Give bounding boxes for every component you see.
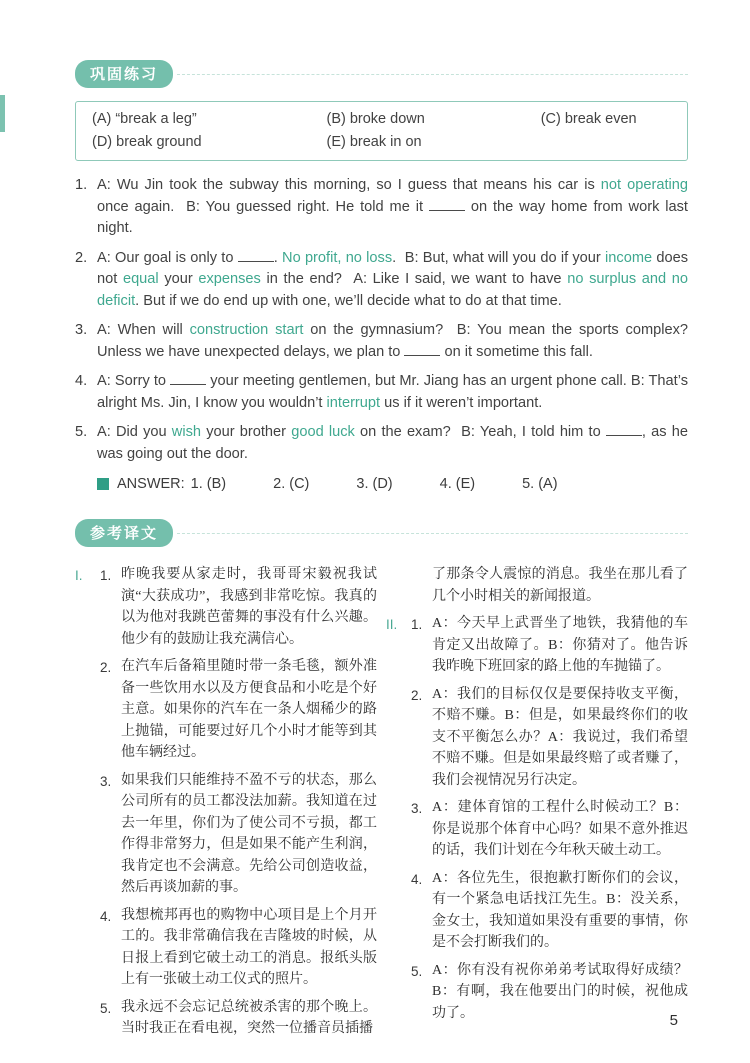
option-label: (E)	[326, 134, 346, 150]
question-item	[75, 175, 688, 240]
answer-item: 3. (D)	[356, 476, 393, 492]
translation-item	[100, 997, 377, 1040]
fill-in-blank	[429, 208, 465, 211]
translation-item	[100, 770, 377, 899]
translation-item	[411, 797, 688, 862]
translation-continuation: 了那条令人震惊的消息。我坐在那儿看了几个小时相关的新闻报道。	[432, 567, 688, 604]
option-b	[326, 109, 540, 129]
question-item	[75, 422, 688, 465]
question-number: 3.	[75, 322, 88, 338]
question-text: A: Sorry to your meeting gentlemen, but Mr. Jiang has an urgent phone call. B: That’s alright Ms. Jin, I know you wouldn’t interrupt us if it weren’t important.	[97, 373, 688, 411]
translation-group-1	[75, 564, 377, 1040]
fill-in-blank	[238, 259, 274, 262]
translation-item	[100, 905, 377, 991]
section-title-badge: 参考译文	[75, 519, 173, 547]
question-item	[75, 371, 688, 414]
question-number: 5.	[75, 424, 88, 440]
translation-item	[411, 960, 688, 1025]
answer-item: 5. (A)	[522, 476, 558, 492]
item-number: 5.	[411, 963, 423, 979]
option-label: (D)	[92, 134, 113, 150]
translation-column-left	[75, 564, 377, 1046]
section-title-badge: 巩固练习	[75, 60, 173, 88]
question-list	[75, 175, 688, 465]
translation-text: A：你有没有祝你弟弟考试取得好成绩？B：有啊，我在他要出门的时候，祝他成功了。	[432, 962, 688, 1021]
item-number: 5.	[100, 1000, 112, 1016]
page-edge-tab	[0, 95, 5, 132]
option-a	[92, 109, 326, 129]
option-c	[541, 109, 671, 129]
translation-text: 在汽车后备箱里随时带一条毛毯，额外准备一些饮用水以及方便食品和小吃是个好主意。如果你的汽车在一条人烟稀少的路上抛锚，可能要过好几个小时才能等到其他车辆经过。	[121, 659, 377, 760]
option-label: (A)	[92, 111, 112, 127]
translation-item	[411, 613, 688, 678]
question-number: 2.	[75, 249, 88, 266]
question-number: 1.	[75, 177, 88, 193]
answer-item: 2. (C)	[273, 476, 310, 492]
page-number: 5	[669, 1012, 678, 1029]
question-number: 4.	[75, 373, 88, 389]
page-content	[75, 60, 688, 1046]
translation-column-right	[386, 564, 688, 1046]
translation-group-2	[386, 613, 688, 1024]
roman-numeral: II.	[386, 617, 398, 632]
item-number: 3.	[411, 801, 423, 816]
answer-row	[75, 476, 688, 492]
answer-item: 4. (E)	[439, 476, 476, 492]
option-text: break ground	[116, 134, 202, 150]
translation-item	[100, 564, 377, 650]
dotted-rule	[177, 533, 688, 534]
answer-label: ANSWER:	[117, 476, 185, 492]
option-text: break even	[564, 111, 637, 127]
option-e	[326, 132, 540, 152]
dotted-rule	[177, 74, 688, 75]
translation-text: 如果我们只能维持不盈不亏的状态，那么公司所有的员工都没法加薪。我知道在过去一年里，你们为了使公司不亏损，都工作得非常努力，但是如果不能产生利润，我肯定也不会满意。先给公司创造收益，然后再谈加薪的事。	[121, 772, 377, 895]
question-text: A: Our goal is only to . No profit, no loss. B: But, what will you do if your income does not equal your expenses in the end? A: Like I said, we want to have no surplus and no deficit. But if we do end up with one, we’ll decide what to do at that time.	[97, 249, 689, 309]
question-item	[75, 248, 688, 313]
translation-text: A：建体育馆的工程什么时候动工？B：你是说那个体育中心吗？如果不意外推迟的话，我们计划在今年秋天破土动工。	[432, 800, 688, 858]
option-d	[92, 132, 326, 152]
item-number: 2.	[411, 687, 423, 703]
question-text: A: When will construction start on the gymnasium? B: You mean the sports complex? Unless we have unexpected delays, we plan to on it sometime this fall.	[97, 322, 688, 360]
option-text: break in on	[349, 134, 422, 150]
translation-item	[411, 868, 688, 954]
roman-numeral: I.	[75, 568, 83, 583]
section-header	[75, 519, 688, 547]
option-text: broke down	[349, 111, 425, 127]
question-text: A: Wu Jin took the subway this morning, so I guess that means his car is not operating once again. B: You guessed right. He told me it on the way home from work last night.	[97, 177, 688, 236]
translation-text: 我想梳邦再也的购物中心项目是上个月开工的。我非常确信我在吉隆坡的时候，从日报上看到它破土动工的消息。报纸头版上有一张破土动工仪式的照片。	[121, 907, 377, 987]
question-item	[75, 320, 688, 363]
translation-text: A：我们的目标仅仅是要保持收支平衡，不赔不赚。B：但是，如果最终你们的收支不平衡怎么办？A：我说过，我们希望不赔不赚。但是如果最终赔了或者赚了，我们会视情况另行决定。	[432, 686, 688, 788]
translation-item	[411, 684, 688, 792]
option-text: “break a leg”	[115, 111, 197, 127]
item-number: 3.	[100, 773, 112, 789]
option-label: (C)	[540, 111, 561, 127]
translation-columns	[75, 564, 688, 1046]
options-box	[75, 101, 688, 161]
answer-bullet-icon	[97, 478, 109, 490]
item-number: 4.	[100, 908, 112, 924]
exercise-section	[75, 60, 688, 492]
option-label: (B)	[326, 111, 346, 127]
item-number: 1.	[411, 617, 423, 632]
section-header	[75, 60, 688, 88]
item-number: 4.	[411, 871, 423, 887]
item-number: 1.	[100, 568, 112, 583]
fill-in-blank	[606, 433, 642, 436]
answer-item: 1. (B)	[190, 476, 227, 492]
translation-item	[100, 656, 377, 764]
fill-in-blank	[170, 382, 206, 385]
translation-section	[75, 519, 688, 1046]
translation-text: 昨晚我要从家走时，我哥哥宋毅祝我试演“大获成功”，我感到非常吃惊。我真的以为他对我跳芭蕾舞的事没有什么兴趣。他少有的鼓励让我充满信心。	[121, 567, 377, 647]
question-text: A: Did you wish your brother good luck on the exam? B: Yeah, I told him to , as he was going out the door.	[97, 424, 688, 462]
fill-in-blank	[404, 353, 440, 356]
item-number: 2.	[100, 660, 112, 675]
translation-text: A：各位先生，很抱歉打断你们的会议，有一个紧急电话找江先生。B：没关系，金女士，我知道如果没有重要的事情，你是不会打断我们的。	[432, 870, 688, 950]
translation-text: 我永远不会忘记总统被杀害的那个晚上。当时我正在看电视，突然一位播音员插播	[121, 999, 377, 1036]
translation-text: A：今天早上武晋坐了地铁，我猜他的车肯定又出故障了。B：你猜对了。他告诉我昨晚下班回家的路上他的车抛锚了。	[432, 616, 688, 674]
